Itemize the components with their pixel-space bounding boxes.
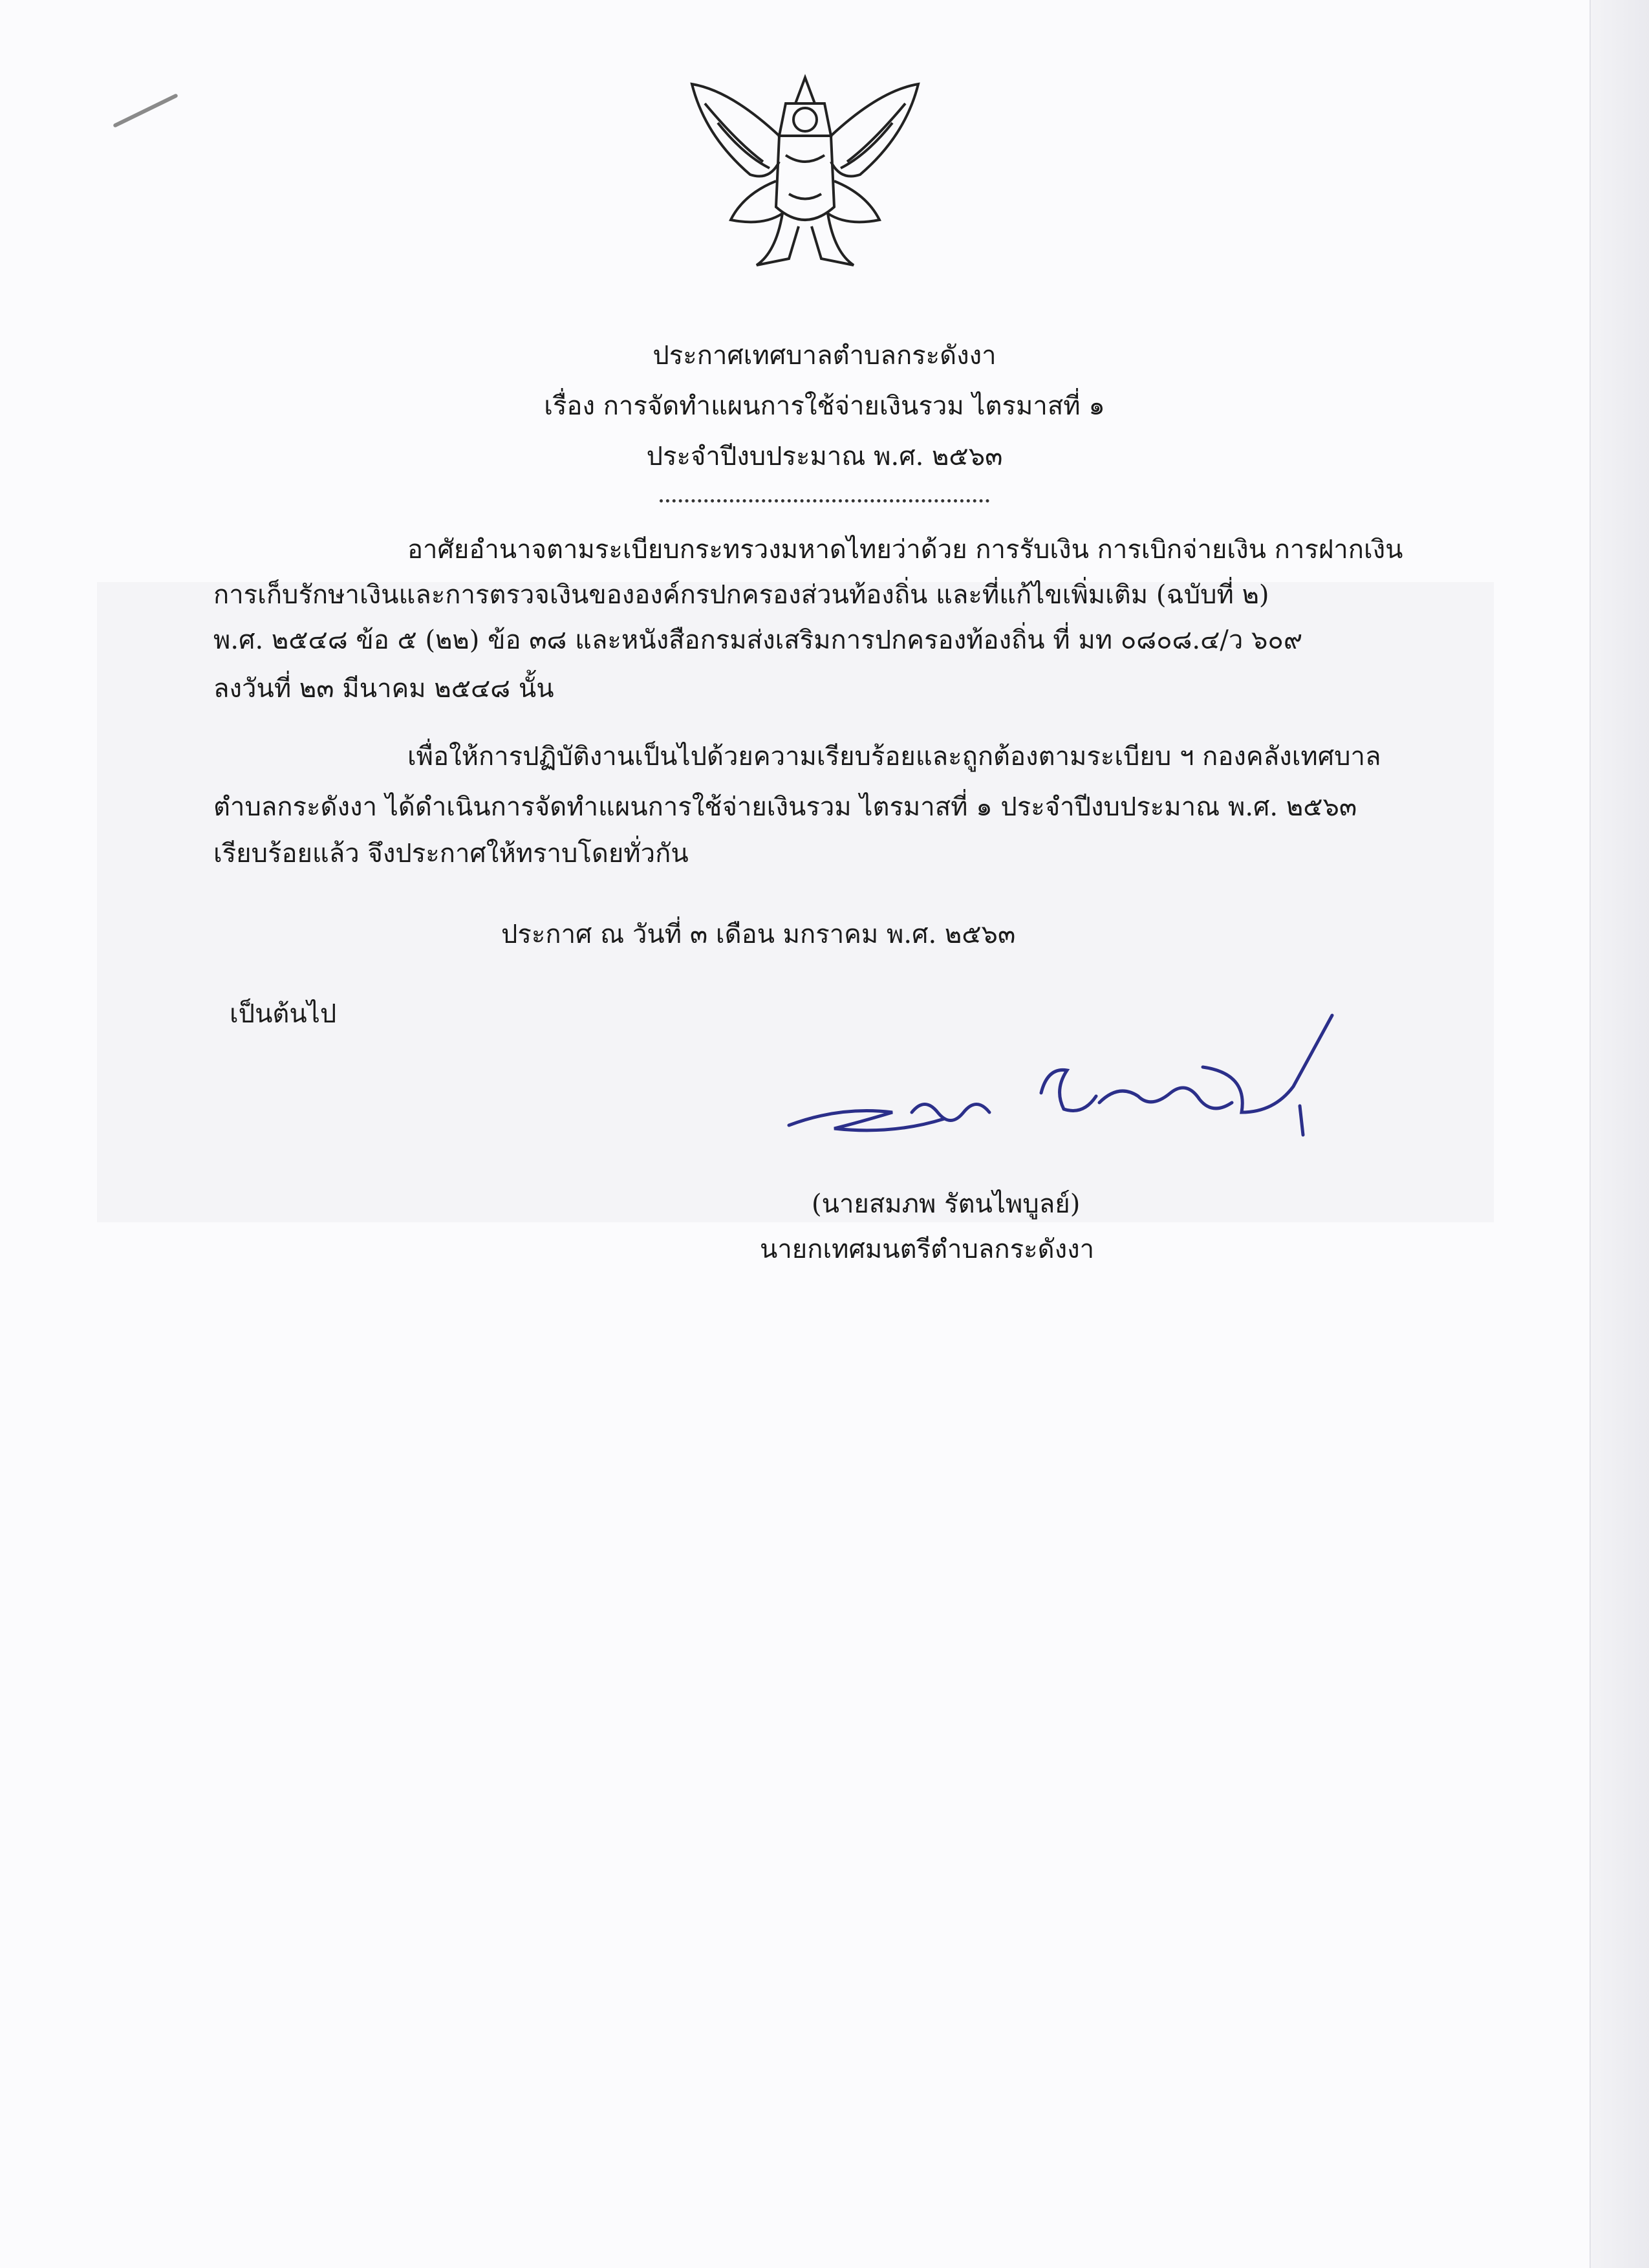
paragraph1-line-1: อาศัยอำนาจตามระเบียบกระทรวงมหาดไทยว่าด้วย การรับเงิน การเบิกจ่ายเงิน การฝากเงิน [407,535,1403,565]
staple-mark [113,93,178,128]
paragraph2-line-3: เรียบร้อยแล้ว จึงประกาศให้ทราบโดยทั่วกัน [213,839,689,869]
signatory-position: นายกเทศมนตรีตำบลกระดังงา [760,1235,1095,1264]
announce-date: ประกาศ ณ วันที่ ๓ เดือน มกราคม พ.ศ. ๒๕๖๓ [501,920,1016,949]
paragraph1-line-3: พ.ศ. ๒๕๔๘ ข้อ ๕ (๒๒) ข้อ ๓๘ และหนังสือกรมส่งเสริมการปกครองท้องถิ่น ที่ มท ๐๘๐๘.๔/ว ๖๐๙ [213,625,1303,655]
garuda-emblem [679,65,931,278]
paragraph1-line-4: ลงวันที่ ๒๓ มีนาคม ๒๕๔๘ นั้น [213,674,554,704]
paragraph1-line-2: การเก็บรักษาเงินและการตรวจเงินขององค์กรปกครองส่วนท้องถิ่น และที่แก้ไขเพิ่มเติม (ฉบับที่ ๒) [213,580,1269,610]
signature [763,996,1345,1158]
page-edge [1590,0,1649,2268]
effective-text: เป็นต้นไป [230,999,337,1029]
paragraph2-line-1: เพื่อให้การปฏิบัติงานเป็นไปด้วยความเรียบร้อยและถูกต้องตามระเบียบ ฯ กองคลังเทศบาล [407,742,1381,772]
title-divider [660,499,989,502]
signatory-name: (นายสมภพ รัตนไพบูลย์) [812,1189,1081,1219]
announcement-title: ประกาศเทศบาลตำบลกระดังงา [652,341,997,371]
announcement-subject: เรื่อง การจัดทำแผนการใช้จ่ายเงินรวม ไตรมาสที่ ๑ [544,391,1105,421]
paragraph2-line-2: ตำบลกระดังงา ได้ดำเนินการจัดทำแผนการใช้จ่ายเงินรวม ไตรมาสที่ ๑ ประจำปีงบประมาณ พ.ศ. ๒๕๖๓ [213,792,1357,822]
announcement-fiscal-year: ประจำปีงบประมาณ พ.ศ. ๒๕๖๓ [646,442,1003,471]
